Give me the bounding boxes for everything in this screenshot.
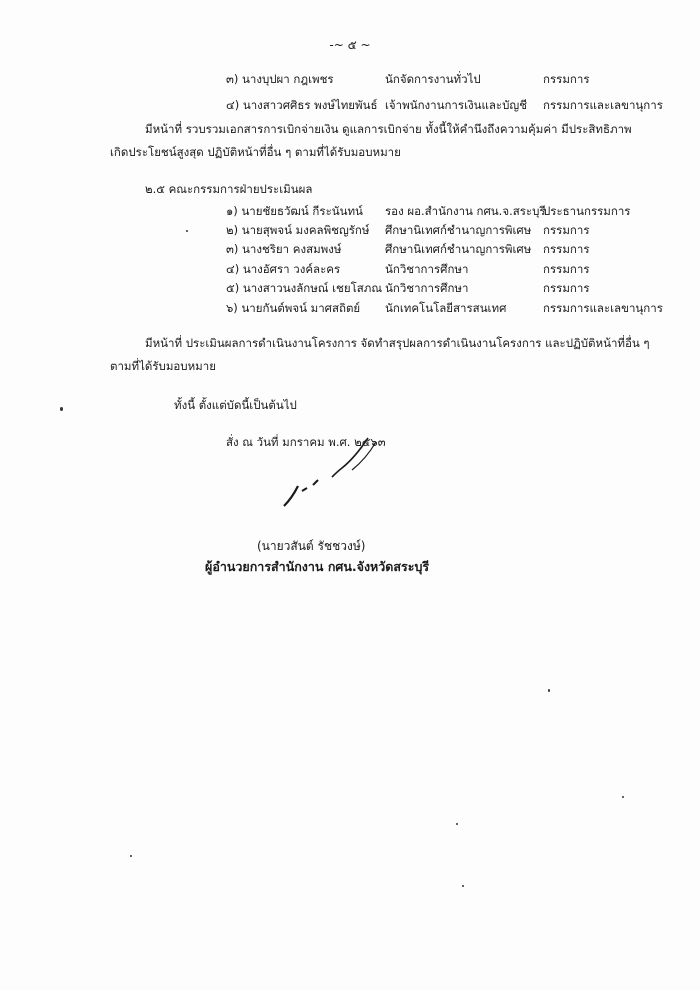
duty-paragraph-line: ตามที่ได้รับมอบหมาย — [110, 359, 216, 373]
scan-speck — [462, 885, 464, 887]
member-position: นักเทคโนโลยีสารสนเทศ — [385, 301, 507, 315]
committee-member-row — [0, 203, 700, 221]
member-position: นักวิชาการศึกษา — [385, 281, 469, 295]
member-name: ๒) นายสุพจน์ มงคลพิชญรักษ์ — [226, 223, 370, 237]
member-position: ศึกษานิเทศก์ชำนาญการพิเศษ — [385, 223, 532, 237]
member-role: ประธานกรรมการ — [543, 204, 631, 218]
member-position: เจ้าพนักงานการเงินและบัญชี — [385, 98, 528, 112]
member-name: ๑) นายชัยธวัฒน์ กีระนันทน์ — [226, 204, 363, 218]
handwritten-signature — [280, 436, 390, 526]
scan-speck — [186, 230, 188, 232]
scan-speck — [622, 796, 624, 798]
committee-member-row — [0, 241, 700, 259]
committee-member-row — [0, 71, 700, 89]
member-position: นักวิชาการศึกษา — [385, 262, 469, 276]
committee-member-row — [0, 97, 700, 115]
member-role: กรรมการ — [543, 72, 590, 86]
duty-paragraph-line: มีหน้าที่ ประเมินผลการดำเนินงานโครงการ จัดทำสรุปผลการดำเนินงานโครงการ และปฏิบัติหน้าที่อื่น ๆ — [145, 336, 650, 350]
member-role: กรรมการ — [543, 242, 590, 256]
member-name: ๓) นางชริยา คงสมพงษ์ — [226, 242, 342, 256]
committee-member-row — [0, 261, 700, 279]
scan-speck — [60, 407, 63, 411]
committee-member-row — [0, 300, 700, 318]
scan-speck — [548, 689, 550, 692]
page-number: -~ ๕ ~ — [329, 38, 371, 52]
member-name: ๓) นางบุปผา กฎเพชร — [226, 72, 334, 86]
member-role: กรรมการและเลขานุการ — [543, 98, 663, 112]
member-role: กรรมการ — [543, 262, 590, 276]
scan-speck — [456, 823, 458, 825]
committee-member-row — [0, 222, 700, 240]
member-position: นักจัดการงานทั่วไป — [385, 72, 481, 86]
member-role: กรรมการ — [543, 281, 590, 295]
member-position: ศึกษานิเทศก์ชำนาญการพิเศษ — [385, 242, 532, 256]
signer-title: ผู้อำนวยการสำนักงาน กศน.จังหวัดสระบุรี — [205, 559, 430, 574]
effective-statement: ทั้งนี้ ตั้งแต่บัดนี้เป็นต้นไป — [174, 398, 297, 412]
duty-paragraph-line: มีหน้าที่ รวบรวมเอกสารการเบิกจ่ายเงิน ดูแลการเบิกจ่าย ทั้งนี้ให้คำนึงถึงความคุ้มค่า มีประสิทธิภาพ — [145, 122, 632, 136]
member-name: ๔) นางสาวศศิธร พงษ์ไทยพันธ์ — [226, 98, 378, 112]
section-heading: ๒.๕ คณะกรรมการฝ่ายประเมินผล — [145, 182, 313, 196]
committee-member-row — [0, 280, 700, 298]
scan-speck — [130, 855, 132, 857]
member-name: ๔) นางอัศรา วงค์ละคร — [226, 262, 341, 276]
member-role: กรรมการ — [543, 223, 590, 237]
signer-name: (นายวสันต์ รัชชวงษ์) — [257, 539, 366, 553]
member-role: กรรมการและเลขานุการ — [543, 301, 663, 315]
member-position: รอง ผอ.สำนักงาน กศน.จ.สระบุรี — [385, 204, 546, 218]
member-name: ๖) นายกันต์พจน์ มาศสถิตย์ — [226, 301, 361, 315]
member-name: ๕) นางสาวนงลักษณ์ เชยโสภณ — [226, 281, 383, 295]
order-date: สั่ง ณ วันที่ มกราคม พ.ศ. ๒๕๖๓ — [226, 435, 386, 449]
duty-paragraph-line: เกิดประโยชน์สูงสุด ปฏิบัติหน้าที่อื่น ๆ ตามที่ได้รับมอบหมาย — [110, 145, 401, 159]
